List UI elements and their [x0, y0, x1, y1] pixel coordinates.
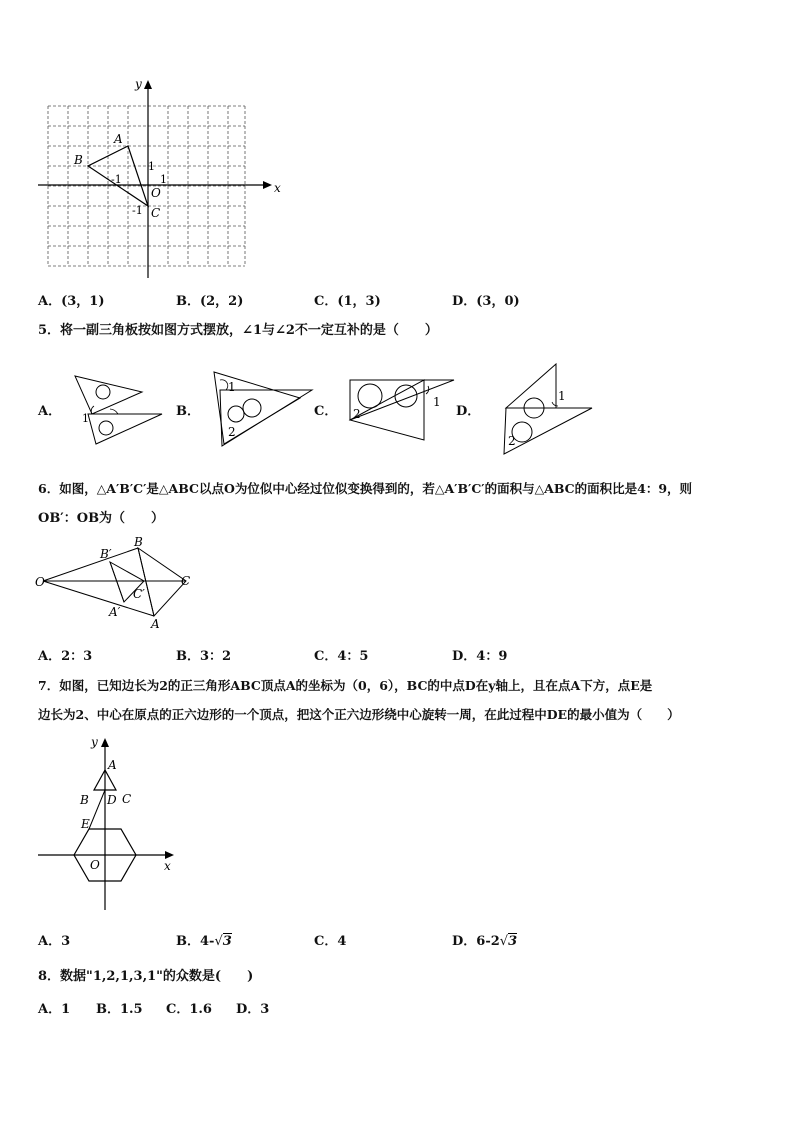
- q8-option-d: D．3: [236, 1002, 270, 1017]
- q7-label-b: B: [80, 793, 89, 807]
- q6-option-c: C．4：5: [314, 649, 369, 664]
- q6-option-b: B．3：2: [176, 649, 232, 664]
- q8-option-b: B．1.5: [96, 1002, 143, 1017]
- q5-stem: 5．将一副三角板按如图方式摆放，∠1与∠2不一定互补的是（ ）: [38, 323, 438, 338]
- q5c-angle-1: 1: [433, 395, 441, 409]
- q6-label-o: O: [35, 575, 45, 589]
- q8-option-c: C．1.6: [166, 1002, 212, 1017]
- q4-option-a: A．(3，1): [38, 294, 105, 309]
- q7-label-e: E: [81, 817, 90, 831]
- q6-figure: [34, 536, 204, 631]
- q5d-angle-1: 1: [558, 389, 566, 403]
- q7-option-b-radicand: 3: [222, 934, 232, 949]
- q7-label-a: A: [108, 758, 117, 772]
- q4-grid-figure: [34, 74, 284, 284]
- q7-y-axis-arrow: [101, 738, 109, 747]
- q7-x-axis-arrow: [165, 851, 174, 859]
- q5-figure-a: [70, 372, 170, 447]
- q8-stem: 8．数据"1,2,1,3,1"的众数是( ): [38, 969, 254, 984]
- q4-option-b: B．(2，2): [176, 294, 244, 309]
- label-b: B: [74, 153, 83, 167]
- q7-option-d-radicand: 3: [508, 934, 518, 949]
- q6-label-b-prime: B′: [100, 547, 112, 561]
- label-c: C: [151, 206, 161, 220]
- q7-label-c: C: [122, 792, 132, 806]
- q6-label-c-prime: C′: [133, 587, 145, 601]
- x-axis-arrow: [263, 181, 272, 189]
- q7-option-d-text: D．6-2: [452, 934, 500, 949]
- q6-label-c: C: [181, 574, 191, 588]
- q5c-angle-2: 2: [353, 407, 361, 421]
- q7-label-y: y: [91, 735, 98, 749]
- q5-fig-label-d: D．: [456, 404, 481, 419]
- q5d-angle-2: 2: [508, 434, 516, 448]
- q4-option-c: C．(1，3): [314, 294, 381, 309]
- q8-option-a: A．1: [38, 1002, 71, 1017]
- q7-figure: [34, 732, 184, 912]
- label-one-y: 1: [148, 160, 155, 173]
- q5-fig-label-a: A．: [38, 404, 62, 419]
- q7-label-x: x: [164, 859, 171, 873]
- label-o: O: [151, 186, 161, 200]
- q4-option-d: D．(3，0): [452, 294, 520, 309]
- q6-stem-line2: OB′：OB为（ ）: [38, 511, 165, 526]
- q5-fig-label-c: C．: [314, 404, 338, 419]
- q7-label-d: D: [107, 793, 117, 807]
- q6-option-d: D．4：9: [452, 649, 508, 664]
- q6-option-a: A．2：3: [38, 649, 93, 664]
- q6-label-a: A: [151, 617, 160, 631]
- y-axis-arrow: [144, 80, 152, 89]
- q7-option-b: [176, 930, 232, 949]
- label-one-x: 1: [160, 173, 167, 186]
- q7-label-o: O: [90, 858, 100, 872]
- label-neg-one-x: -1: [111, 173, 122, 186]
- q6-label-a-prime: A′: [109, 605, 121, 619]
- sqrt-symbol: √: [214, 934, 223, 949]
- q7-option-c: C．4: [314, 934, 347, 949]
- q6-stem-line1: 6．如图，△A′B′C′是△ABC以点O为位似中心经过位似变换得到的，若△A′B′C′的面积与△ABC的面积比是4：9，则: [38, 481, 693, 496]
- label-neg-one-y: -1: [132, 204, 143, 217]
- q5-figure-d: [490, 362, 600, 457]
- q7-option-b-text: B．4-: [176, 934, 215, 949]
- label-x: x: [274, 181, 281, 195]
- label-y: y: [135, 77, 142, 91]
- q5b-angle-2: 2: [228, 425, 236, 439]
- q7-stem-line1: 7．如图，已知边长为2的正三角形ABC顶点A的坐标为（0，6），BC的中点D在y轴上，且在点A下方，点E是: [38, 678, 653, 693]
- q5b-angle-1: 1: [228, 380, 236, 394]
- q6-label-b: B: [134, 535, 143, 549]
- q7-option-a: A．3: [38, 934, 71, 949]
- label-a: A: [114, 132, 123, 146]
- q5-fig-label-b: B．: [176, 404, 200, 419]
- q7-stem-line2: 边长为2、中心在原点的正六边形的一个顶点，把这个正六边形绕中心旋转一周，在此过程中DE的最小值为（ ）: [38, 707, 680, 722]
- q5a-angle-1: 1: [82, 412, 89, 425]
- q5-figure-b: [208, 368, 318, 448]
- q7-option-d: [452, 930, 517, 949]
- q5-figure-c: [344, 374, 459, 444]
- sqrt-symbol: √: [499, 934, 509, 949]
